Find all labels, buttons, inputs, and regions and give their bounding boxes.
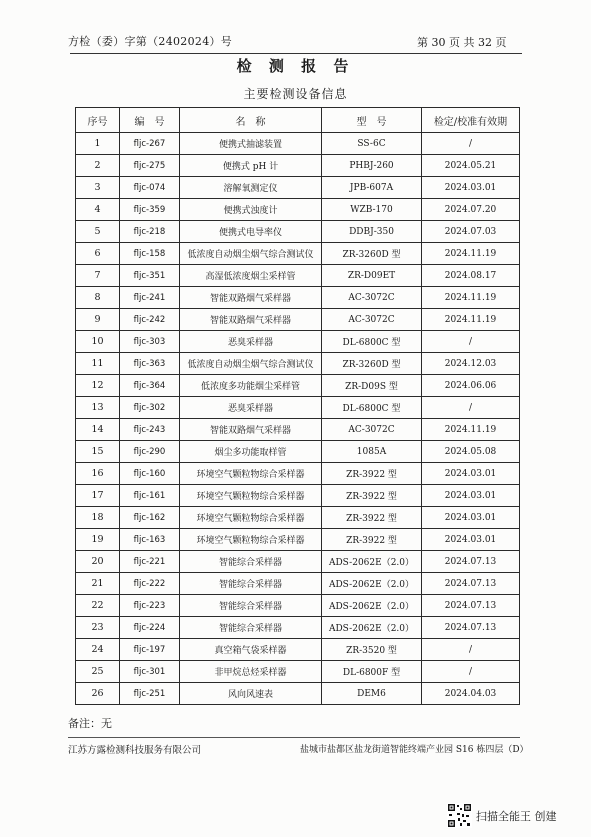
- cell-name: 高湿低浓度烟尘采样管: [180, 265, 322, 287]
- footer-divider: [68, 737, 520, 738]
- cell-no: 24: [76, 639, 120, 661]
- cell-name: 智能综合采样器: [180, 617, 322, 639]
- cell-valid: 2024.12.03: [422, 353, 520, 375]
- cell-code: fljc-251: [120, 683, 180, 705]
- cell-no: 10: [76, 331, 120, 353]
- cell-valid: 2024.11.19: [422, 243, 520, 265]
- document-number: 方检（委）字第（2402024）号: [68, 35, 233, 48]
- cell-valid: 2024.07.20: [422, 199, 520, 221]
- cell-no: 25: [76, 661, 120, 683]
- cell-model: DL-6800C 型: [322, 397, 422, 419]
- cell-model: PHBJ-260: [322, 155, 422, 177]
- cell-model: ADS-2062E（2.0）: [322, 573, 422, 595]
- cell-valid: /: [422, 331, 520, 353]
- cell-valid: 2024.05.21: [422, 155, 520, 177]
- cell-no: 11: [76, 353, 120, 375]
- cell-name: 智能双路烟气采样器: [180, 309, 322, 331]
- cell-no: 8: [76, 287, 120, 309]
- cell-name: 真空箱气袋采样器: [180, 639, 322, 661]
- table-row: [76, 265, 520, 287]
- table-body: [76, 133, 520, 705]
- table-row: [76, 639, 520, 661]
- cell-code: fljc-275: [120, 155, 180, 177]
- cell-no: 3: [76, 177, 120, 199]
- cell-model: 1085A: [322, 441, 422, 463]
- cell-code: fljc-161: [120, 485, 180, 507]
- cell-name: 智能综合采样器: [180, 595, 322, 617]
- cell-name: 智能综合采样器: [180, 573, 322, 595]
- cell-code: fljc-218: [120, 221, 180, 243]
- cell-model: DDBJ-350: [322, 221, 422, 243]
- cell-no: 20: [76, 551, 120, 573]
- table-row: [76, 331, 520, 353]
- cell-valid: /: [422, 639, 520, 661]
- table-row: [76, 287, 520, 309]
- section-subtitle: 主要检测设备信息: [243, 87, 348, 101]
- cell-valid: 2024.07.13: [422, 617, 520, 639]
- table-row: [76, 573, 520, 595]
- cell-no: 17: [76, 485, 120, 507]
- cell-no: 1: [76, 133, 120, 155]
- cell-model: ZR-3520 型: [322, 639, 422, 661]
- table-row: [76, 529, 520, 551]
- cell-name: 烟尘多功能取样管: [180, 441, 322, 463]
- cell-valid: 2024.03.01: [422, 463, 520, 485]
- table-row: [76, 485, 520, 507]
- cell-code: fljc-224: [120, 617, 180, 639]
- cell-code: fljc-158: [120, 243, 180, 265]
- cell-no: 13: [76, 397, 120, 419]
- remark: 备注：无: [68, 717, 112, 730]
- cell-valid: /: [422, 397, 520, 419]
- company-name: 江苏方露检测科技服务有限公司: [68, 745, 202, 756]
- cell-name: 智能综合采样器: [180, 551, 322, 573]
- cell-code: fljc-160: [120, 463, 180, 485]
- cell-name: 低浓度自动烟尘烟气综合测试仪: [180, 243, 322, 265]
- cell-valid: 2024.11.19: [422, 309, 520, 331]
- table-row: [76, 661, 520, 683]
- column-header-no: 序号: [76, 108, 120, 133]
- cell-valid: 2024.03.01: [422, 507, 520, 529]
- cell-valid: /: [422, 661, 520, 683]
- cell-valid: /: [422, 133, 520, 155]
- cell-no: 16: [76, 463, 120, 485]
- cell-model: ADS-2062E（2.0）: [322, 595, 422, 617]
- cell-code: fljc-351: [120, 265, 180, 287]
- cell-model: ZR-3922 型: [322, 507, 422, 529]
- table-row: [76, 683, 520, 705]
- cell-code: fljc-222: [120, 573, 180, 595]
- cell-valid: 2024.06.06: [422, 375, 520, 397]
- table-row: [76, 155, 520, 177]
- table-row: [76, 441, 520, 463]
- table-row: [76, 397, 520, 419]
- table-row: [76, 551, 520, 573]
- table-row: [76, 243, 520, 265]
- cell-code: fljc-223: [120, 595, 180, 617]
- cell-name: 风向风速表: [180, 683, 322, 705]
- cell-no: 26: [76, 683, 120, 705]
- cell-model: DL-6800F 型: [322, 661, 422, 683]
- report-title: 检 测 报 告: [236, 57, 355, 75]
- cell-model: AC-3072C: [322, 309, 422, 331]
- cell-name: 低浓度自动烟尘烟气综合测试仪: [180, 353, 322, 375]
- cell-no: 4: [76, 199, 120, 221]
- cell-name: 便携式浊度计: [180, 199, 322, 221]
- cell-name: 恶臭采样器: [180, 331, 322, 353]
- cell-name: 环境空气颗粒物综合采样器: [180, 485, 322, 507]
- cell-no: 2: [76, 155, 120, 177]
- cell-code: fljc-241: [120, 287, 180, 309]
- cell-code: fljc-303: [120, 331, 180, 353]
- cell-name: 环境空气颗粒物综合采样器: [180, 507, 322, 529]
- cell-model: ZR-3922 型: [322, 529, 422, 551]
- header-divider: [70, 53, 522, 54]
- column-header-name: 名 称: [180, 108, 322, 133]
- cell-no: 15: [76, 441, 120, 463]
- table-row: [76, 375, 520, 397]
- table-row: [76, 463, 520, 485]
- cell-model: ZR-3260D 型: [322, 353, 422, 375]
- cell-model: ADS-2062E（2.0）: [322, 551, 422, 573]
- cell-name: 便携式抽滤装置: [180, 133, 322, 155]
- cell-code: fljc-267: [120, 133, 180, 155]
- cell-no: 12: [76, 375, 120, 397]
- table-row: [76, 353, 520, 375]
- cell-name: 非甲烷总烃采样器: [180, 661, 322, 683]
- cell-model: SS-6C: [322, 133, 422, 155]
- cell-no: 22: [76, 595, 120, 617]
- cell-code: fljc-163: [120, 529, 180, 551]
- cell-model: DEM6: [322, 683, 422, 705]
- table-row: [76, 507, 520, 529]
- cell-model: DL-6800C 型: [322, 331, 422, 353]
- cell-no: 14: [76, 419, 120, 441]
- table-row: [76, 133, 520, 155]
- table-row: [76, 221, 520, 243]
- cell-no: 9: [76, 309, 120, 331]
- cell-name: 便携式电导率仪: [180, 221, 322, 243]
- cell-model: JPB-607A: [322, 177, 422, 199]
- cell-model: AC-3072C: [322, 287, 422, 309]
- cell-code: fljc-197: [120, 639, 180, 661]
- column-header-validity: 检定/校准有效期: [422, 108, 520, 133]
- cell-valid: 2024.03.01: [422, 485, 520, 507]
- cell-code: fljc-162: [120, 507, 180, 529]
- cell-model: WZB-170: [322, 199, 422, 221]
- cell-code: fljc-221: [120, 551, 180, 573]
- table-row: [76, 617, 520, 639]
- cell-valid: 2024.11.19: [422, 419, 520, 441]
- cell-valid: 2024.08.17: [422, 265, 520, 287]
- cell-no: 6: [76, 243, 120, 265]
- table-row: [76, 309, 520, 331]
- cell-name: 恶臭采样器: [180, 397, 322, 419]
- cell-valid: 2024.11.19: [422, 287, 520, 309]
- cell-code: fljc-364: [120, 375, 180, 397]
- cell-valid: 2024.07.03: [422, 221, 520, 243]
- column-header-code: 编 号: [120, 108, 180, 133]
- cell-valid: 2024.07.13: [422, 551, 520, 573]
- cell-name: 便携式 pH 计: [180, 155, 322, 177]
- cell-model: ZR-D09S 型: [322, 375, 422, 397]
- cell-no: 5: [76, 221, 120, 243]
- cell-code: fljc-242: [120, 309, 180, 331]
- cell-name: 智能双路烟气采样器: [180, 419, 322, 441]
- cell-no: 19: [76, 529, 120, 551]
- cell-valid: 2024.07.13: [422, 573, 520, 595]
- cell-code: fljc-243: [120, 419, 180, 441]
- cell-code: fljc-359: [120, 199, 180, 221]
- cell-no: 23: [76, 617, 120, 639]
- cell-valid: 2024.03.01: [422, 177, 520, 199]
- cell-model: ZR-D09ET: [322, 265, 422, 287]
- cell-name: 环境空气颗粒物综合采样器: [180, 529, 322, 551]
- table-header-row: [76, 108, 520, 133]
- cell-model: ZR-3922 型: [322, 485, 422, 507]
- cell-code: fljc-290: [120, 441, 180, 463]
- cell-name: 溶解氧测定仪: [180, 177, 322, 199]
- cell-valid: 2024.07.13: [422, 595, 520, 617]
- scanner-watermark: 扫描全能王 创建: [476, 810, 557, 823]
- cell-valid: 2024.04.03: [422, 683, 520, 705]
- cell-model: ZR-3922 型: [322, 463, 422, 485]
- page-info: 第 30 页 共 32 页: [417, 36, 507, 49]
- cell-name: 智能双路烟气采样器: [180, 287, 322, 309]
- cell-model: AC-3072C: [322, 419, 422, 441]
- table-row: [76, 177, 520, 199]
- qr-code-icon: [447, 803, 472, 828]
- table-row: [76, 419, 520, 441]
- cell-code: fljc-074: [120, 177, 180, 199]
- cell-no: 7: [76, 265, 120, 287]
- cell-name: 低浓度多功能烟尘采样管: [180, 375, 322, 397]
- cell-name: 环境空气颗粒物综合采样器: [180, 463, 322, 485]
- table-row: [76, 595, 520, 617]
- cell-no: 18: [76, 507, 120, 529]
- cell-code: fljc-302: [120, 397, 180, 419]
- cell-code: fljc-301: [120, 661, 180, 683]
- cell-code: fljc-363: [120, 353, 180, 375]
- column-header-model: 型 号: [322, 108, 422, 133]
- cell-valid: 2024.03.01: [422, 529, 520, 551]
- equipment-table: [75, 107, 520, 705]
- cell-no: 21: [76, 573, 120, 595]
- cell-valid: 2024.05.08: [422, 441, 520, 463]
- table-row: [76, 199, 520, 221]
- cell-model: ZR-3260D 型: [322, 243, 422, 265]
- company-address: 盐城市盐都区盐龙街道智能终端产业园 S16 栋四层（D）: [300, 745, 529, 755]
- cell-model: ADS-2062E（2.0）: [322, 617, 422, 639]
